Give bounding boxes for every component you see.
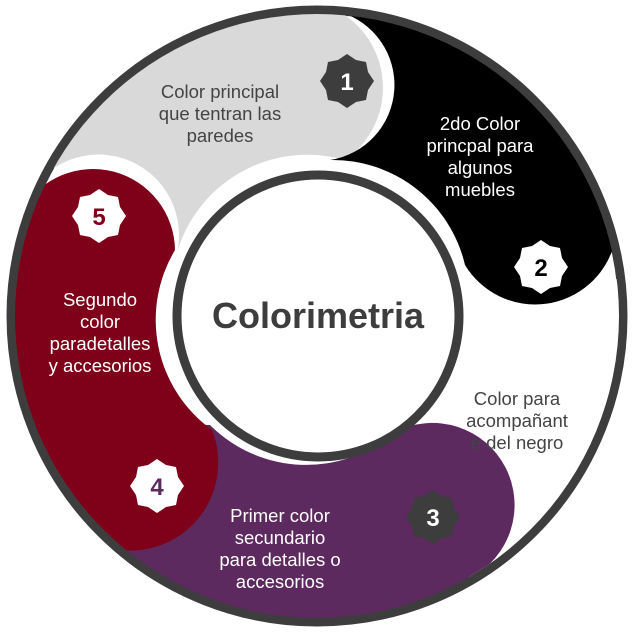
badge-3-number: 3 <box>426 505 440 532</box>
badge-5 <box>72 189 126 243</box>
badge-4 <box>130 459 184 513</box>
badge-1 <box>320 54 374 108</box>
badge-5-number: 5 <box>92 204 106 231</box>
segment-5-label: Segundo color paradetalles y accesorios <box>48 289 152 376</box>
badge-2 <box>514 240 568 294</box>
segment-2-label: 2do Color princpal para algunos muebles <box>426 113 534 200</box>
badge-2-number: 2 <box>534 255 548 282</box>
badge-3 <box>406 490 460 544</box>
segment-1-label: Color principal que tentran las paredes <box>158 81 282 146</box>
diagram-title: Colorimetria <box>211 295 425 336</box>
segment-3-label: Color para acompañant e del negro <box>466 388 568 453</box>
badge-1-number: 1 <box>340 69 354 96</box>
badge-4-number: 4 <box>150 474 164 501</box>
segment-4-label: Primer color secundario para detalles o accesorios <box>219 505 341 592</box>
